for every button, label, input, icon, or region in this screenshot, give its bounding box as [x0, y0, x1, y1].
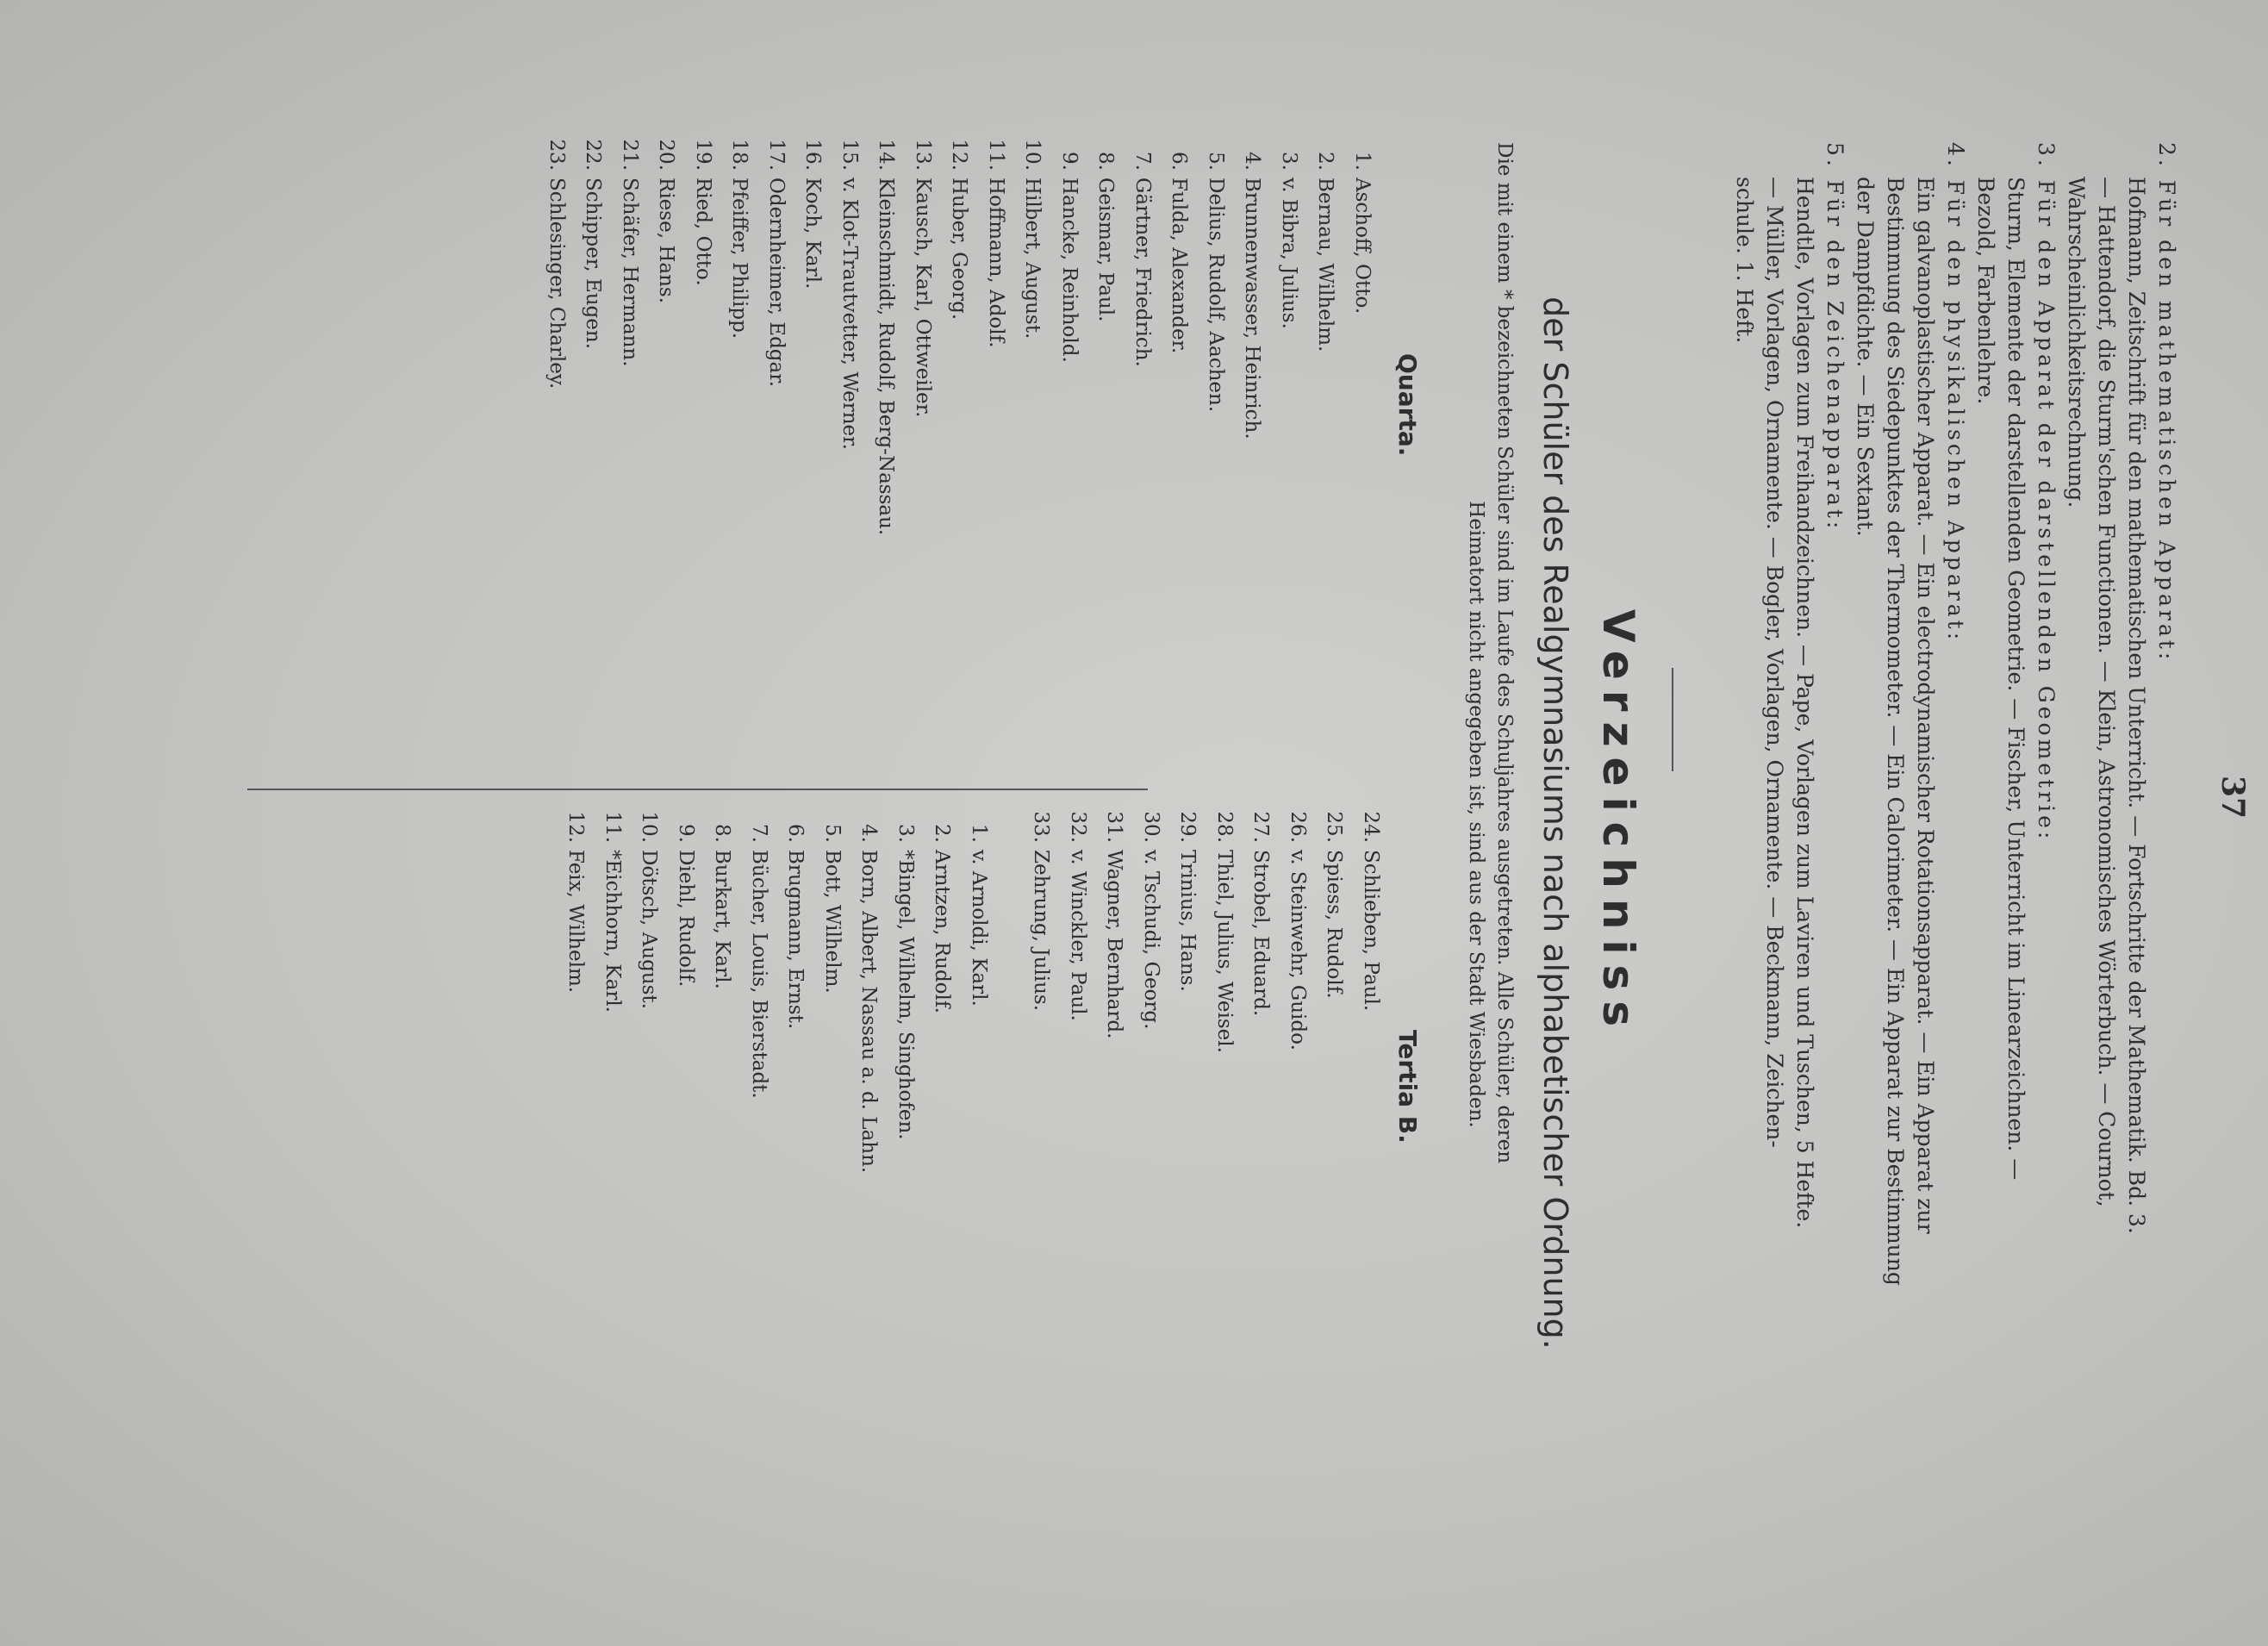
list-item: 8.Geismar, Paul. [1094, 152, 1118, 322]
list-item: 28.Thiel, Julius, Weisel. [1213, 811, 1236, 1053]
list-item: 18.Pfeiffer, Philipp. [728, 139, 751, 340]
list-item: 2.Bernau, Wilhelm. [1314, 152, 1337, 352]
list-item: 14.Kleinschmidt, Rudolf, Berg-Nassau. [875, 139, 898, 536]
list-item: 12.Huber, Georg. [948, 139, 971, 321]
list-item: 12.Feix, Wilhelm. [564, 811, 588, 994]
list-item: 23.Schlesinger, Charley. [545, 139, 568, 390]
list-item: 5.Delius, Rudolf, Aachen. [1205, 152, 1227, 413]
list-item: 15.v. Klot-Trautvetter, Werner. [838, 139, 861, 450]
list-item: 20.Riese, Hans. [655, 139, 678, 304]
item-heading: 5. Für den Zeichenapparat: [1822, 142, 1847, 533]
item-line: Wahrscheinlichkeitsrechnung. [2064, 177, 2089, 508]
item-line: Sturm, Elemente der darstellenden Geometrie. — Fischer, Unterricht im Linearzeichnen. — [2003, 177, 2028, 1181]
quarta-list-left [539, 129, 1381, 535]
list-item: 31.Wagner, Bernhard. [1103, 811, 1126, 1039]
item-line: — Hattendorf, die Sturm'schen Functionen. — Klein, Astronomisches Wörterbuch. — Cournot, [2094, 177, 2119, 1207]
list-item: 33.Zehrung, Julius. [1030, 811, 1053, 1012]
note-line: Die mit einem * bezeichneten Schüler sind im Laufe des Schuljahres ausgetreten. Alle Schüler, deren [1493, 142, 1516, 1164]
item-drawing-apparatus [1729, 142, 1850, 1487]
list-item: 1.Aschoff, Otto. [1351, 152, 1374, 315]
item-mathematical-apparatus [2061, 142, 2182, 1487]
item-descriptive-geometry [1971, 142, 2061, 1487]
list-item: 24.Schlieben, Paul. [1360, 811, 1382, 1012]
item-line: — Müller, Vorlagen, Ornamente. — Bogler, Vorlagen, Ornamente. — Beckmann, Zeichen- [1762, 177, 1787, 1148]
section-subtitle: der Schüler des Realgymnasiums nach alphabetischer Ordnung. [1536, 296, 1574, 1350]
item-line: Bezold, Farbenlehre. [1973, 177, 1998, 405]
section-divider [1672, 668, 1673, 771]
class-heading-quarta: Quarta. [1393, 353, 1422, 457]
list-item: 27.Strobel, Eduard. [1249, 811, 1273, 1017]
list-item: 30.v. Tschudi, Georg. [1140, 811, 1162, 1030]
item-line: Bestimmung des Siedepunktes der Thermometer. — Ein Calorimeter. — Ein Apparat zur Bestimmung [1883, 177, 1908, 1286]
note-line: Heimatort nicht angegeben ist, sind aus der Stadt Wiesbaden. [1465, 501, 1487, 1128]
list-item: 21.Schäfer, Hermann. [619, 139, 641, 367]
page-number: 37 [2215, 776, 2251, 820]
item-line: schule. 1. Heft. [1732, 177, 1757, 344]
list-item: 4.Born, Albert, Nassau a. d. Lahn. [857, 824, 881, 1174]
item-heading: 4. Für den physikalischen Apparat: [1943, 142, 1968, 644]
list-item: 6.Fulda, Alexander. [1168, 152, 1191, 354]
list-item: 3.*Bingel, Wilhelm, Singhofen. [894, 824, 917, 1140]
list-item: 2.Arntzen, Rudolf. [931, 824, 954, 1013]
item-line: der Dampfdichte. — Ein Sextant. [1853, 177, 1878, 537]
list-item: 6.Brugmann, Ernst. [784, 824, 807, 1030]
list-item: 9.Diehl, Rudolf. [675, 824, 697, 988]
item-heading: 2. Für den mathematischen Apparat: [2154, 142, 2179, 664]
list-item: 10.Hilbert, August. [1021, 139, 1044, 340]
list-item: 19.Ried, Otto. [692, 139, 714, 286]
item-heading: 3. Für den Apparat der darstellenden Geometrie: [2034, 142, 2059, 843]
column-divider [247, 789, 1148, 790]
list-item: 11.*Eichhorn, Karl. [601, 811, 624, 1013]
section-title: Verzeichniss [1593, 608, 1643, 1038]
list-item: 26.v. Steinwehr, Guido. [1287, 811, 1309, 1051]
list-item: 7.Gärtner, Friedrich. [1131, 152, 1154, 367]
list-item: 10.Dötsch, August. [638, 811, 661, 1009]
list-item: 7.Bücher, Louis, Bierstadt. [748, 824, 770, 1099]
tertia-b-list [558, 801, 997, 1173]
list-item: 29.Trinius, Hans. [1176, 811, 1199, 992]
quarta-list-right [1023, 801, 1389, 1053]
section-note [1461, 142, 1518, 1487]
class-heading-tertia-b: Tertia B. [1393, 1030, 1422, 1144]
item-line: Ein galvanoplastischer Apparat. — Ein electrodynamischer Rotationsapparat. — Ein Apparat zur [1913, 177, 1938, 1234]
item-line: Hendtle, Vorlagen zum Freihandzeichnen. — Pape, Vorlagen zum Laviren und Tuschen, 5 Hefte. [1792, 177, 1817, 1229]
list-item: 25.Spiess, Rudolf. [1323, 811, 1346, 999]
list-item: 22.Schipper, Eugen. [582, 139, 605, 350]
list-item: 17.Odernheimer, Edgar. [765, 139, 788, 388]
item-physical-apparatus [1850, 142, 1971, 1487]
acquisitions-list [1729, 142, 2182, 1487]
item-line: Hofmann, Zeitschrift für den mathematischen Unterricht. — Fortschritte der Mathematik. Bd. 3. [2124, 177, 2149, 1234]
list-item: 13.Kausch, Karl, Ottweiler. [912, 139, 934, 418]
list-item: 16.Koch, Karl. [801, 139, 825, 290]
list-item: 4.Brunnenwasser, Heinrich. [1241, 152, 1264, 440]
list-item: 8.Burkart, Karl. [711, 824, 734, 989]
list-item: 11.Hoffmann, Adolf. [985, 139, 1007, 348]
list-item: 32.v. Winckler, Paul. [1067, 811, 1089, 1021]
list-item: 3.v. Bibra, Julius. [1278, 152, 1300, 329]
list-item: 9.Hancke, Reinhold. [1058, 152, 1081, 363]
list-item: 5.Bott, Wilhelm. [821, 824, 844, 994]
list-item: 1.v. Arnoldi, Karl. [968, 824, 990, 1007]
